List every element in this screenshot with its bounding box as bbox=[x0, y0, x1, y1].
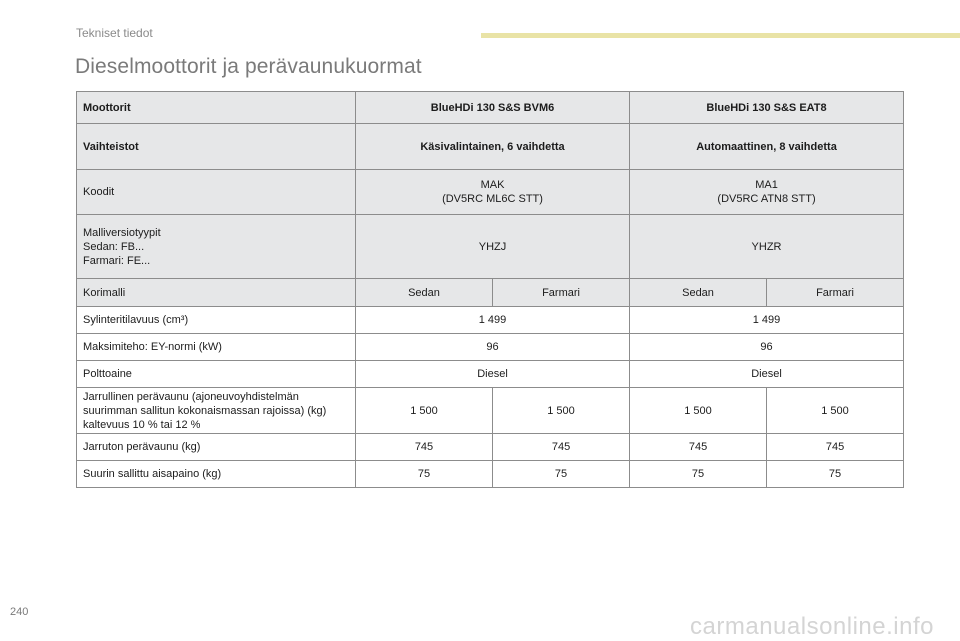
diesel-spec-table bbox=[76, 91, 904, 488]
model-types-label: Malliversiotyypit Sedan: FB... Farmari: FE... bbox=[77, 215, 356, 279]
engine-eat8: BlueHDi 130 S&S EAT8 bbox=[630, 92, 904, 124]
row-displacement bbox=[77, 307, 904, 334]
gearbox-label: Vaihteistot bbox=[77, 124, 356, 170]
nose-weight-value: 75 bbox=[767, 461, 904, 488]
codes-label: Koodit bbox=[77, 170, 356, 215]
header-accent-bar bbox=[481, 33, 960, 38]
nose-weight-label: Suurin sallittu aisapaino (kg) bbox=[77, 461, 356, 488]
row-nose-weight bbox=[77, 461, 904, 488]
fuel-label: Polttoaine bbox=[77, 361, 356, 388]
row-body bbox=[77, 279, 904, 307]
row-power bbox=[77, 334, 904, 361]
fuel-eat8: Diesel bbox=[630, 361, 904, 388]
row-gearboxes bbox=[77, 124, 904, 170]
row-codes bbox=[77, 170, 904, 215]
body-value: Farmari bbox=[493, 279, 630, 307]
body-value: Sedan bbox=[356, 279, 493, 307]
body-value: Sedan bbox=[630, 279, 767, 307]
unbraked-trailer-value: 745 bbox=[630, 434, 767, 461]
unbraked-trailer-value: 745 bbox=[493, 434, 630, 461]
row-braked-trailer bbox=[77, 388, 904, 434]
unbraked-trailer-value: 745 bbox=[356, 434, 493, 461]
body-value: Farmari bbox=[767, 279, 904, 307]
unbraked-trailer-label: Jarruton perävaunu (kg) bbox=[77, 434, 356, 461]
model-type-eat8: YHZR bbox=[630, 215, 904, 279]
row-engines bbox=[77, 92, 904, 124]
nose-weight-value: 75 bbox=[493, 461, 630, 488]
page-title: Dieselmoottorit ja perävaunukuormat bbox=[75, 55, 422, 78]
model-type-bvm6: YHZJ bbox=[356, 215, 630, 279]
engine-bvm6: BlueHDi 130 S&S BVM6 bbox=[356, 92, 630, 124]
power-label: Maksimiteho: EY-normi (kW) bbox=[77, 334, 356, 361]
gearbox-manual: Käsivalintainen, 6 vaihdetta bbox=[356, 124, 630, 170]
unbraked-trailer-value: 745 bbox=[767, 434, 904, 461]
engine-label: Moottorit bbox=[77, 92, 356, 124]
row-unbraked-trailer bbox=[77, 434, 904, 461]
watermark-logo: carmanualsonline.info bbox=[690, 613, 934, 640]
nose-weight-value: 75 bbox=[630, 461, 767, 488]
power-bvm6: 96 bbox=[356, 334, 630, 361]
braked-trailer-value: 1 500 bbox=[767, 388, 904, 434]
braked-trailer-value: 1 500 bbox=[356, 388, 493, 434]
codes-bvm6: MAK (DV5RC ML6C STT) bbox=[356, 170, 630, 215]
displacement-eat8: 1 499 bbox=[630, 307, 904, 334]
braked-trailer-value: 1 500 bbox=[630, 388, 767, 434]
displacement-bvm6: 1 499 bbox=[356, 307, 630, 334]
row-fuel bbox=[77, 361, 904, 388]
fuel-bvm6: Diesel bbox=[356, 361, 630, 388]
power-eat8: 96 bbox=[630, 334, 904, 361]
codes-eat8: MA1 (DV5RC ATN8 STT) bbox=[630, 170, 904, 215]
gearbox-automatic: Automaattinen, 8 vaihdetta bbox=[630, 124, 904, 170]
section-label: Tekniset tiedot bbox=[76, 26, 153, 40]
row-model-types bbox=[77, 215, 904, 279]
page-number: 240 bbox=[10, 606, 29, 618]
displacement-label: Sylinteritilavuus (cm³) bbox=[77, 307, 356, 334]
braked-trailer-label: Jarrullinen perävaunu (ajoneuvoyhdistelmän suurimman sallitun kokonaismassan rajoissa) (kg) kaltevuus 10 % tai 12 % bbox=[77, 388, 356, 434]
body-label: Korimalli bbox=[77, 279, 356, 307]
nose-weight-value: 75 bbox=[356, 461, 493, 488]
braked-trailer-value: 1 500 bbox=[493, 388, 630, 434]
